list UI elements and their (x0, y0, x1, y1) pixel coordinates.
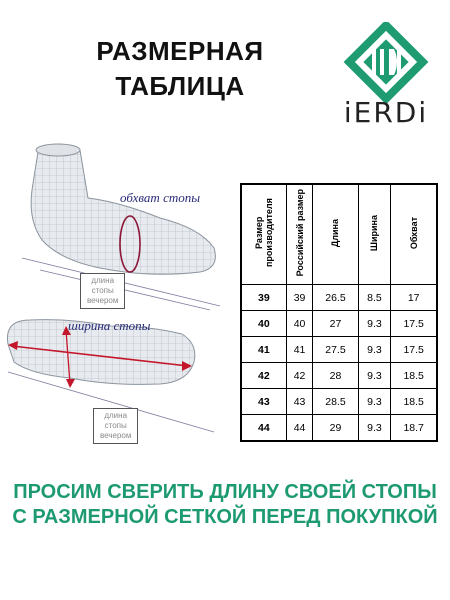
header-cell: Ширина (358, 184, 391, 285)
header-cell: Российский размер (286, 184, 313, 285)
table-cell: 17.5 (391, 311, 437, 337)
table-cell: 39 (241, 285, 286, 311)
table-cell: 18.5 (391, 363, 437, 389)
table-cell: 42 (286, 363, 313, 389)
table-cell: 9.3 (358, 415, 391, 442)
table-cell: 26.5 (313, 285, 358, 311)
header-cell: Длина (313, 184, 358, 285)
table-cell: 40 (286, 311, 313, 337)
label-foot-length-bottom: длина стопы вечером (93, 408, 138, 444)
title-line-2: ТАБЛИЦА (115, 71, 245, 101)
table-cell: 28.5 (313, 389, 358, 415)
table-cell: 17 (391, 285, 437, 311)
table-cell: 27.5 (313, 337, 358, 363)
table-row (241, 311, 437, 337)
header-cell: Обхват (391, 184, 437, 285)
purchase-notice: ПРОСИМ СВЕРИТЬ ДЛИНУ СВОЕЙ СТОПЫ С РАЗМЕРНОЙ СЕТКОЙ ПЕРЕД ПОКУПКОЙ (12, 481, 438, 528)
header-cell: Размер производителя (241, 184, 286, 285)
table-cell: 28 (313, 363, 358, 389)
label-foot-width: ширина стопы (68, 318, 151, 333)
table-cell: 41 (241, 337, 286, 363)
table-cell: 8.5 (358, 285, 391, 311)
table-row (241, 337, 437, 363)
table-cell: 9.3 (358, 389, 391, 415)
label-foot-length-top: длина стопы вечером (80, 273, 125, 309)
table-row (241, 363, 437, 389)
table-cell: 39 (286, 285, 313, 311)
table-cell: 42 (241, 363, 286, 389)
foot-side-view (31, 144, 215, 274)
table-cell: 41 (286, 337, 313, 363)
table-cell: 18.7 (391, 415, 437, 442)
table-cell: 27 (313, 311, 358, 337)
table-cell: 44 (286, 415, 313, 442)
table-cell: 43 (286, 389, 313, 415)
page-title (60, 34, 300, 104)
table-cell: 9.3 (358, 363, 391, 389)
table-row (241, 415, 437, 442)
table-header-row (241, 184, 437, 285)
table-row (241, 389, 437, 415)
table-cell: 44 (241, 415, 286, 442)
table-cell: 17.5 (391, 337, 437, 363)
brand-wordmark: iERDi (343, 96, 429, 129)
table-cell: 40 (241, 311, 286, 337)
table-cell: 9.3 (358, 311, 391, 337)
table-cell: 29 (313, 415, 358, 442)
table-row (241, 285, 437, 311)
table-cell: 9.3 (358, 337, 391, 363)
size-table (240, 183, 438, 442)
title-line-1: РАЗМЕРНАЯ (96, 36, 264, 66)
label-foot-girth: обхват стопы (120, 190, 201, 205)
table-cell: 43 (241, 389, 286, 415)
table-cell: 18.5 (391, 389, 437, 415)
